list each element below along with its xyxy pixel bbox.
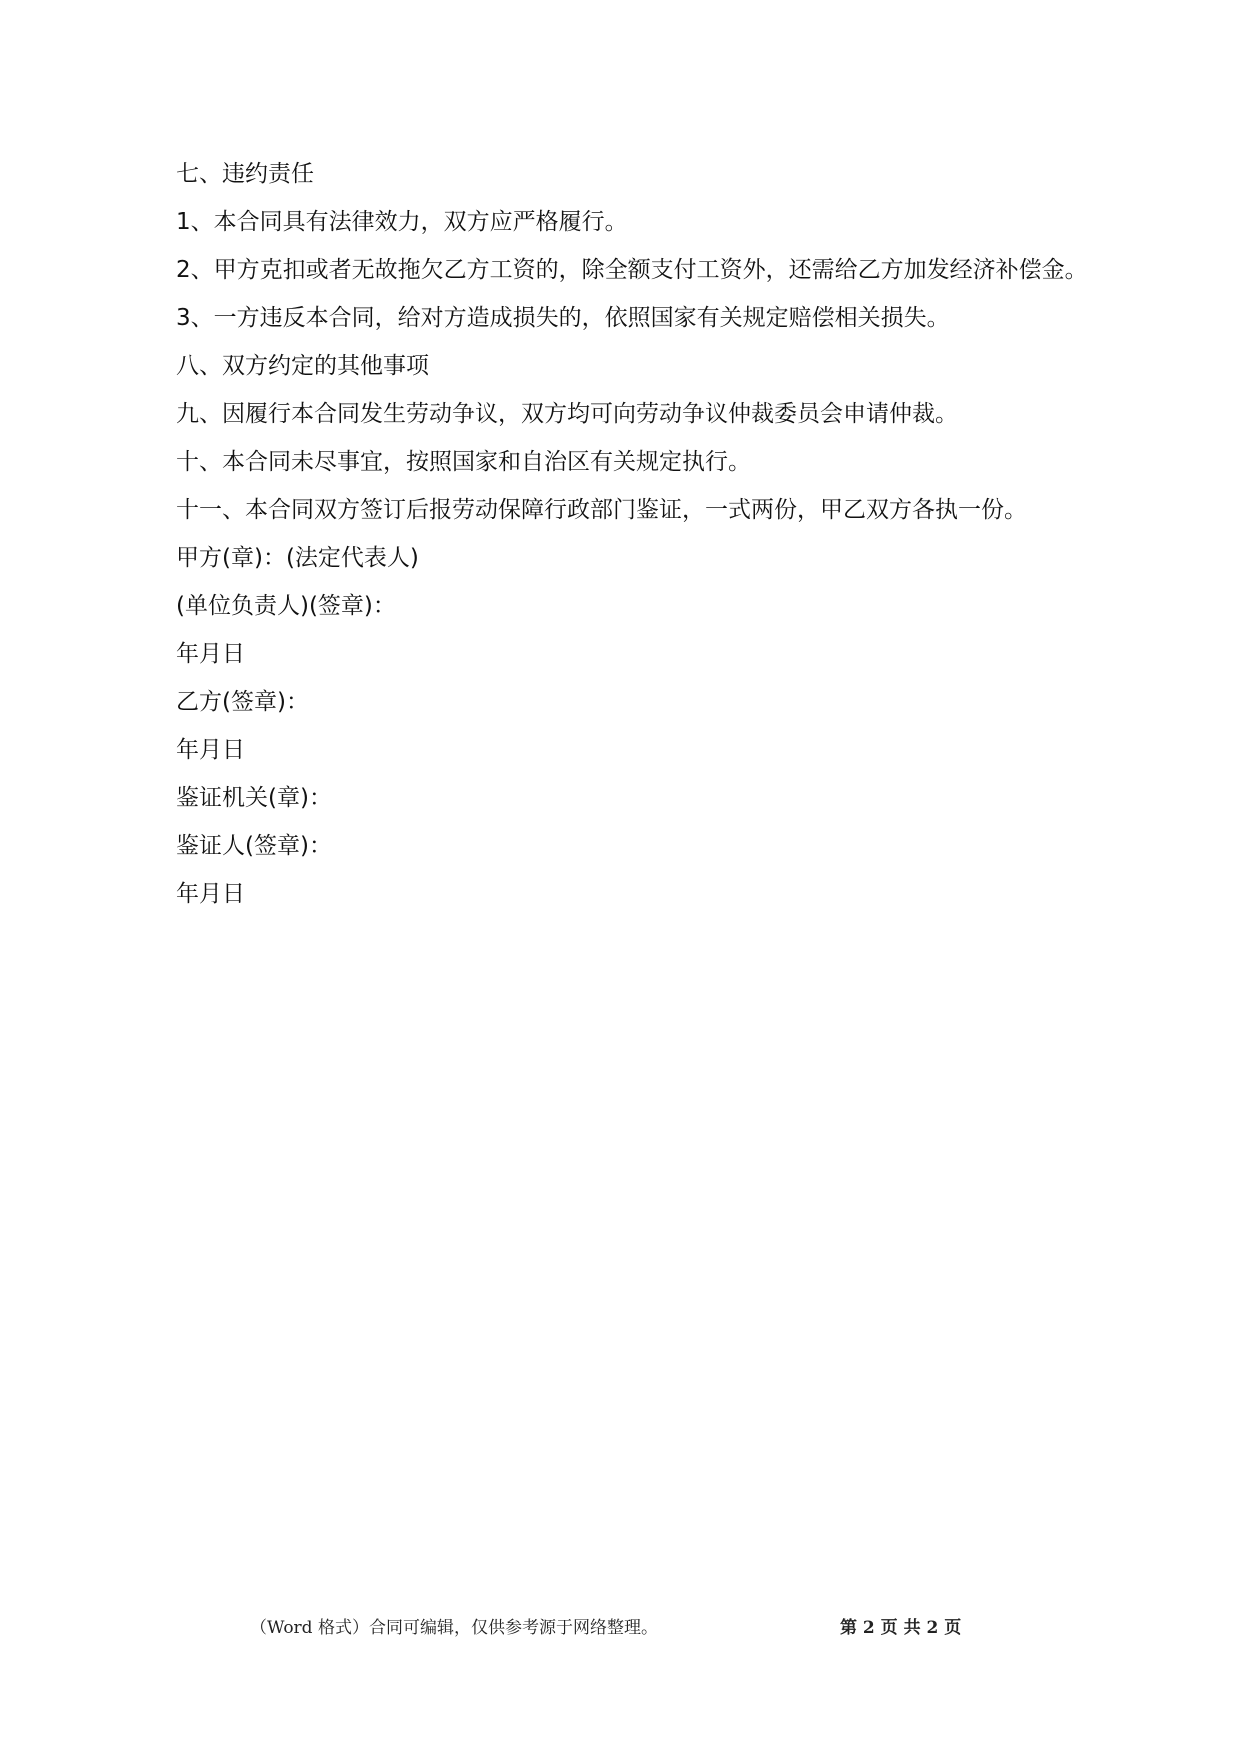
page-footer [0, 1613, 1241, 1643]
section-unresolved-matters: 十、本合同未尽事宜，按照国家和自治区有关规定执行。 [176, 449, 751, 475]
party-a-seal-line: 甲方(章)：(法定代表人) [176, 545, 419, 571]
clause-compensation: 3、一方违反本合同，给对方造成损失的，依照国家有关规定赔偿相关损失。 [176, 305, 950, 331]
section-labor-dispute: 九、因履行本合同发生劳动争议，双方均可向劳动争议仲裁委员会申请仲裁。 [176, 401, 958, 427]
certifying-authority-line: 鉴证机关(章)： [176, 785, 332, 811]
footer-note: （Word 格式）合同可编辑，仅供参考源于网络整理。 [250, 1618, 658, 1638]
party-b-signature-line: 乙方(签章)： [176, 689, 309, 715]
clause-wage-arrears: 2、甲方克扣或者无故拖欠乙方工资的，除全额支付工资外，还需给乙方加发经济补偿金。 [176, 257, 1088, 283]
section-heading-breach-liability: 七、违约责任 [176, 161, 314, 187]
certifier-signature-line: 鉴证人(签章)： [176, 833, 332, 859]
unit-head-signature-line: (单位负责人)(签章)： [176, 593, 396, 619]
section-heading-other-matters: 八、双方约定的其他事项 [176, 353, 429, 379]
page-number: 第 2 页 共 2 页 [840, 1618, 962, 1638]
party-b-date-line: 年月日 [176, 737, 245, 763]
clause-legal-effect: 1、本合同具有法律效力，双方应严格履行。 [176, 209, 628, 235]
section-certification: 十一、本合同双方签订后报劳动保障行政部门鉴证，一式两份，甲乙双方各执一份。 [176, 497, 1027, 523]
document-body [150, 150, 1100, 918]
certifier-date-line: 年月日 [176, 881, 245, 907]
party-a-date-line: 年月日 [176, 641, 245, 667]
